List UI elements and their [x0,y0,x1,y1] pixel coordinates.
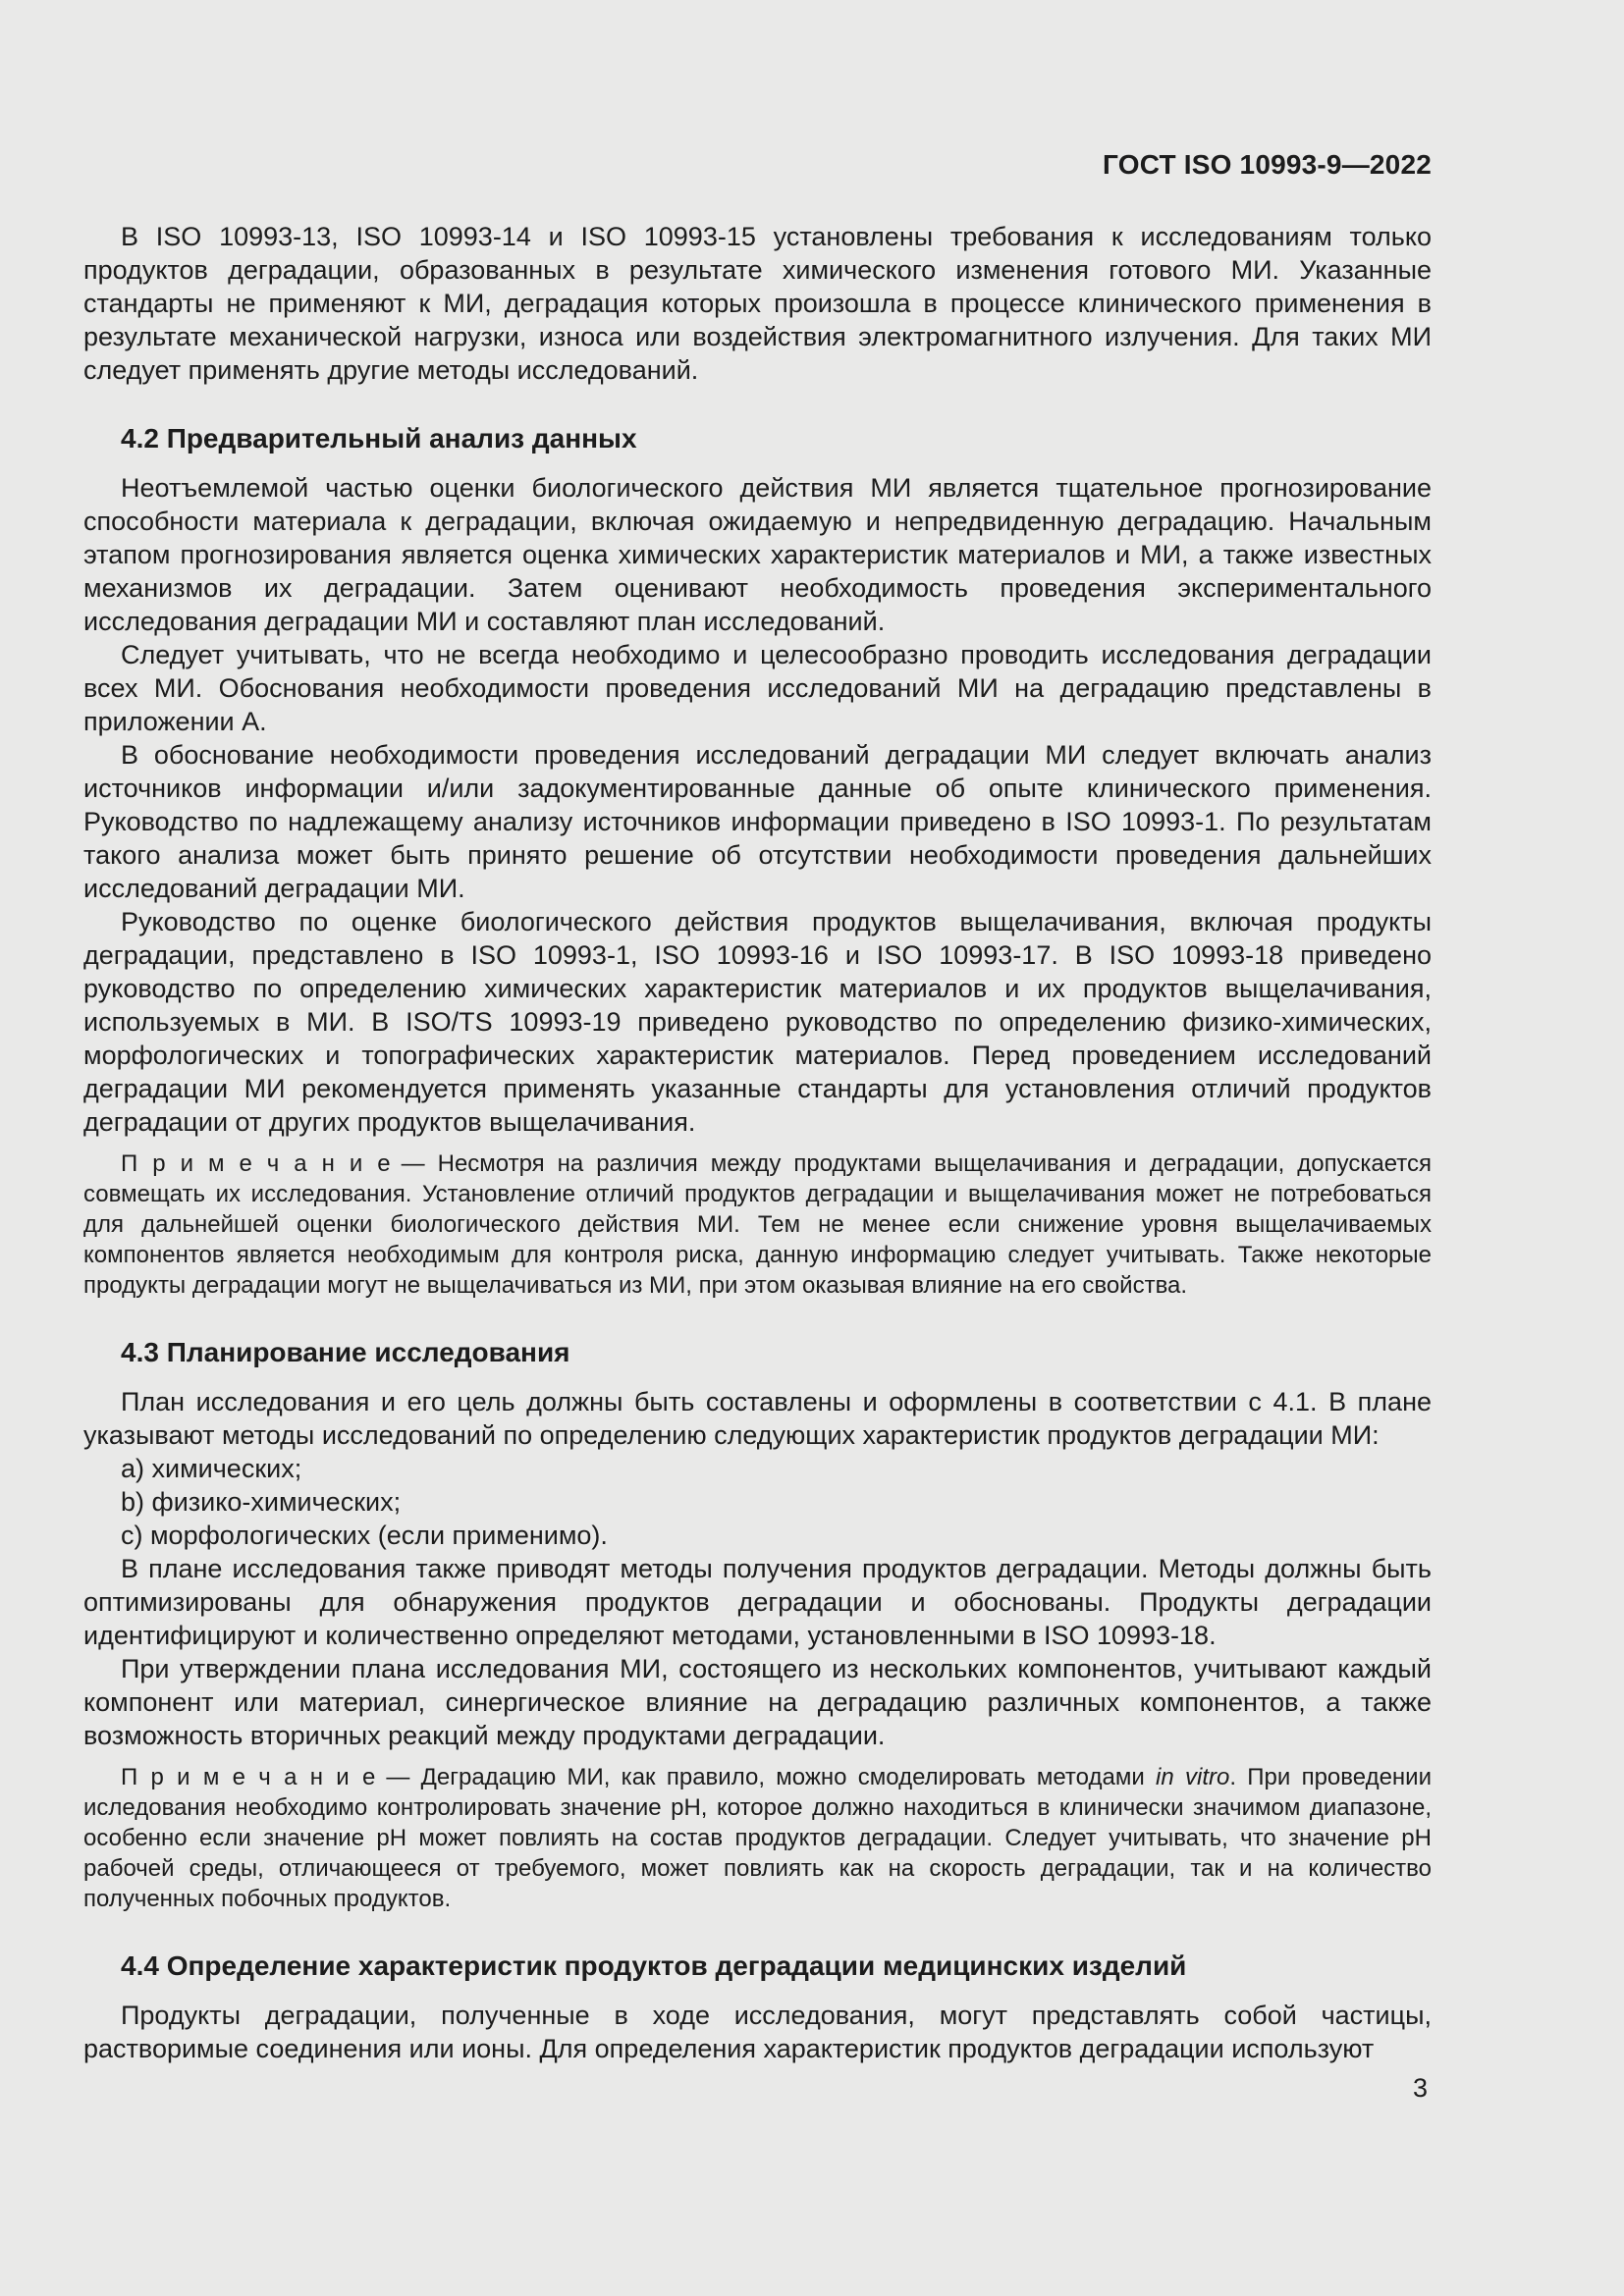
note-4-2 [83,1148,1432,1301]
page-number: 3 [1412,2073,1428,2103]
note-text-italic: in vitro [1156,1764,1230,1790]
paragraph: В плане исследования также приводят методы получения продуктов деградации. Методы должны быть оптимизированы для обнаружения продуктов деградации и обоснованы. Продукты деградации идентифицируют и количественно определяют методами, установленными в ISO 10993-18. [83,1554,1432,1650]
document-body [83,220,1432,2065]
paragraph: При утверждении плана исследования МИ, состоящего из нескольких компонентов, учитывают каждый компонент или материал, синергическое влияние на деградацию различных компонентов, а также возможность вторичных реакций между продуктами деградации. [83,1654,1432,1750]
note-label: П р и м е ч а н и е [121,1764,377,1790]
paragraph: Руководство по оценке биологического действия продуктов выщелачивания, включая продукты деградации, представлено в ISO 10993-1, ISO 10993-16 и ISO 10993-17. В ISO 10993-18 приведено руководство по определению химических характеристик материалов и их продуктов выщелачивания, используемых в МИ. В ISO/TS 10993-19 приведено руководство по определению физико-химических, морфологических и топографических характеристик материалов. Перед проведением исследований деградации МИ рекомендуется применять указанные стандарты для установления отличий продуктов деградации от других продуктов выщелачивания. [83,907,1432,1137]
list-item: a) химических; [121,1454,302,1483]
note-text: — Несмотря на различия между продуктами выщелачивания и деградации, допускается совмещать их исследования. Установление отличий продуктов деградации и выщелачивания может не потребоваться для дальнейшей оценки биологического действия МИ. Тем не менее если снижение уровня выщелачиваемых компонентов является необходимым для контроля риска, данную информацию следует учитывать. Также некоторые продукты деградации могут не выщелачиваться из МИ, при этом оказывая влияние на его свойства. [83,1150,1432,1299]
paragraph: Следует учитывать, что не всегда необходимо и целесообразно проводить исследования деградации всех МИ. Обоснования необходимости проведения исследований МИ на деградацию представлены в приложении А. [83,640,1432,736]
paragraph-intro: В ISO 10993-13, ISO 10993-14 и ISO 10993-15 установлены требования к исследованиям только продуктов деградации, образованных в результате химического изменения готового МИ. Указанные стандарты не применяют к МИ, деградация которых произошла в процессе клинического применения в результате механической нагрузки, износа или воздействия электромагнитного излучения. Для таких МИ следует применять другие методы исследований. [83,222,1432,385]
section-heading-4-2: 4.2 Предварительный анализ данных [121,423,637,454]
paragraph: Продукты деградации, полученные в ходе исследования, могут представлять собой частицы, растворимые соединения или ионы. Для определения характеристик продуктов деградации используют [83,2001,1432,2063]
paragraph: Неотъемлемой частью оценки биологического действия МИ является тщательное прогнозирование способности материала к деградации, включая ожидаемую и непредвиденную деградацию. Начальным этапом прогнозирования является оценка химических характеристик материалов и МИ, а также известных механизмов их деградации. Затем оценивают необходимость проведения экспериментального исследования деградации МИ и составляют план исследований. [83,473,1432,636]
note-4-3 [83,1762,1432,1914]
list-item: c) морфологических (если применимо). [121,1521,608,1550]
document-number-header: ГОСТ ISO 10993-9—2022 [1103,149,1432,180]
list-item: b) физико-химических; [121,1487,402,1517]
note-text-before: — Деградацию МИ, как правило, можно смоделировать методами [386,1764,1157,1790]
paragraph: План исследования и его цель должны быть составлены и оформлены в соответствии с 4.1. В плане указывают методы исследований по определению следующих характеристик продуктов деградации МИ: [83,1387,1432,1450]
paragraph: В обоснование необходимости проведения исследований деградации МИ следует включать анализ источников информации и/или задокументированные данные об опыте клинического применения. Руководство по надлежащему анализу источников информации приведено в ISO 10993-1. По результатам такого анализа может быть принято решение об отсутствии необходимости проведения дальнейших исследований деградации МИ. [83,740,1432,903]
note-text-after: . При проведении иследования необходимо контролировать значение pH, которое должно находиться в клинически значимом диапазоне, особенно если значение pH может повлиять на состав продуктов деградации. Следует учитывать, что значение pH рабочей среды, отличающееся от требуемого, может повлиять как на скорость деградации, так и на количество полученных побочных продуктов. [83,1764,1432,1912]
note-label: П р и м е ч а н и е [121,1150,392,1177]
section-heading-4-3: 4.3 Планирование исследования [121,1337,570,1367]
section-heading-4-4: 4.4 Определение характеристик продуктов деградации медицинских изделий [121,1950,1187,1981]
